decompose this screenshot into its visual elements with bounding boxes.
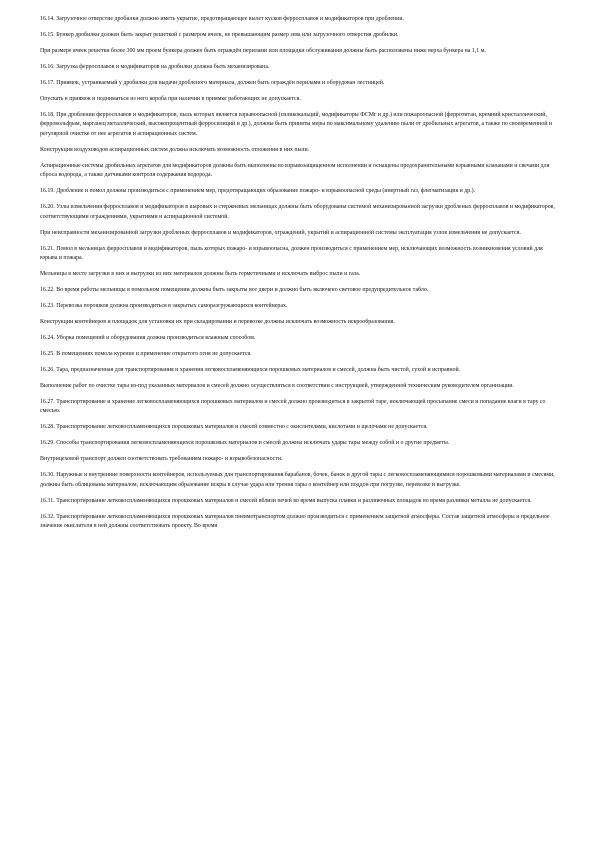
paragraph: 16.32. Транспортирование легковоспламеняющихся порошковых материалов пневмотранспортом должно производиться с применением защитной атмосферы. Состав защитной атмосферы и предельное значение окислителя в ней должны соответствовать проекту. Во время [40, 513, 550, 530]
paragraph: 16.18. При дроблении ферросплавов и модификаторов, пыль которых является взрывоопасной (силикокальций, модификаторы ФСМг и др.) или пожароопасной (ферротитан, кремний кристаллический, ферровольфрам, марганец металлический, высокопроцентный ферросилиций и др.), должны быть приняты меры по максимальному удалению пыли от дробильных агрегатов, а также по своевременной и регулярной очистке от нее агрегатов и аспирационных систем. [40, 112, 552, 137]
paragraph: 16.21. Помол в мельницах ферросплавов и модификаторов, пыль которых пожаро- и взрывоопасна, должен производиться с применением мер, исключающих возможность возникновения условий для взрыва и пожара. [40, 245, 543, 262]
paragraph: Конструкция воздуховодов аспирационных систем должна исключать возможность отложения в них пыли. [40, 146, 310, 153]
paragraph: 16.27. Транспортирование и хранение легковоспламеняющихся порошковых материалов и смесей должно производиться в закрытой таре, исключающей просыпание смеси и попадание влаги в тару со смесью. [40, 399, 546, 415]
paragraph: 16.16. Загрузка ферросплавов и модификаторов на дробилки должна быть механизирована. [40, 64, 270, 70]
paragraph: 16.15. Бункер дробилки должен быть закрыт решеткой с размером ячеек, не превышающим размер зева или загрузочного отверстия дробилки. [40, 32, 399, 38]
paragraph: Выполнение работ по очистке тары из-под указанных материалов и смесей должно осуществляться в соответствии с инструкцией, утвержденной техническим руководителем организации. [40, 383, 514, 390]
paragraph: Аспирационные системы дробильных агрегатов для модификаторов должны быть выполнены во взрывозащищенном исполнении и оснащены предохранительными взрывными клапанами и свечами для сброса водорода, а также датчиками контроля содержания водорода. [40, 162, 550, 179]
paragraph: 16.30. Наружные и внутренние поверхности контейнеров, используемых для транспортирования барабанов, бочек, банок и другой тары с легковоспламеняющимися порошковыми материалами и смесями, должны быть облицованы материалом, исключающим образование искры в случае удара или трения тары о контейнер или поддон при погрузке, перевозке и выгрузке. [40, 472, 555, 488]
paragraph: При неисправности механизированной загрузки дробленых ферросплавов и модификаторов, ограждений, укрытий и аспирационной системы эксплуатация узлов измельчения не допускается. [40, 229, 521, 236]
paragraph: 16.23. Перевозка порошков должна производиться в закрытых самораэгружающихся контейнерах. [40, 303, 288, 310]
paragraph: Конструкции контейнеров и площадок для установки их при складировании и перевозке должны исключать возможность искрообразования. [40, 319, 395, 326]
paragraph: 16.24. Уборка помещений и оборудования должна производиться влажным способом. [40, 335, 256, 342]
paragraph: При размере ячеек решетки более 300 мм проем бункера должен быть ограждён перилами или площадки обслуживания должны быть расположены ниже верха бункера на 1,1 м. [40, 48, 486, 54]
paragraph: 16.14. Загрузочное отверстие дробилки должно иметь укрытие, предотвращающее вылет кусков ферросплавов и модификаторов при дроблении. [40, 16, 404, 22]
paragraph: 16.22. Во время работы мельницы в помольном помещении должны быть закрыты все двери и должно быть включено световое предупредительное табло. [40, 287, 429, 294]
paragraph: 16.29. Способы транспортирования легковоспламеняющихся порошковых материалов и смесей должны исключать удары тары между собой и о другие предметы. [40, 440, 450, 447]
paragraph: 16.26. Тара, предназначенная для транспортирования и хранения легковоспламеняющихся порошковых материалов и смесей, должна быть чистой, сухой и исправной. [40, 367, 461, 374]
paragraph: Внутрицеховой транспорт должен соответствовать требованиям пожаро- и взрывобезопасности. [40, 456, 283, 463]
paragraph: Мельницы в месте загрузки в них и выгрузки из них материалов должны быть герметичными и исключать выброс пыли и газа. [40, 271, 361, 278]
paragraph: 16.28. Транспортирование легковоспламеняющихся порошковых материалов и смесей совместно с окислителями, кислотами и щелочами не допускается. [40, 424, 428, 431]
paragraph: 16.31. Транспортирование легковоспламеняющихся порошковых материалов и смесей вблизи печей во время выпуска плавки и разливочных площадок во время разливки металла не допускается. [40, 497, 532, 504]
paragraph: 16.17. Приямок, устраиваемый у дробилки для выдачи дробленого материала, должен быть ограждён перилами и оборудован лестницей. [40, 80, 385, 86]
paragraph: 16.20. Узлы измельчения ферросплавов и модификаторов в шаровых и стержневых мельницах должны быть оборудованы системой механизированной загрузки дробленых ферросплавов и модификаторов, соответствующими ограждениями, укрытиями и аспирационной системой. [40, 204, 555, 220]
paragraph: 16.25. В помещениях помола курение и применение открытого огня не допускается. [40, 351, 252, 358]
paragraph: Опускать в приямок и подниматься из него короба при наличии в приямке работающих не допускается. [40, 96, 301, 102]
paragraph: 16.19. Дробление и помол должны производиться с применением мер, предотвращающих образование пожаро- и взрывоопасной среды (инертный газ, флегматизация и др.). [40, 188, 476, 195]
